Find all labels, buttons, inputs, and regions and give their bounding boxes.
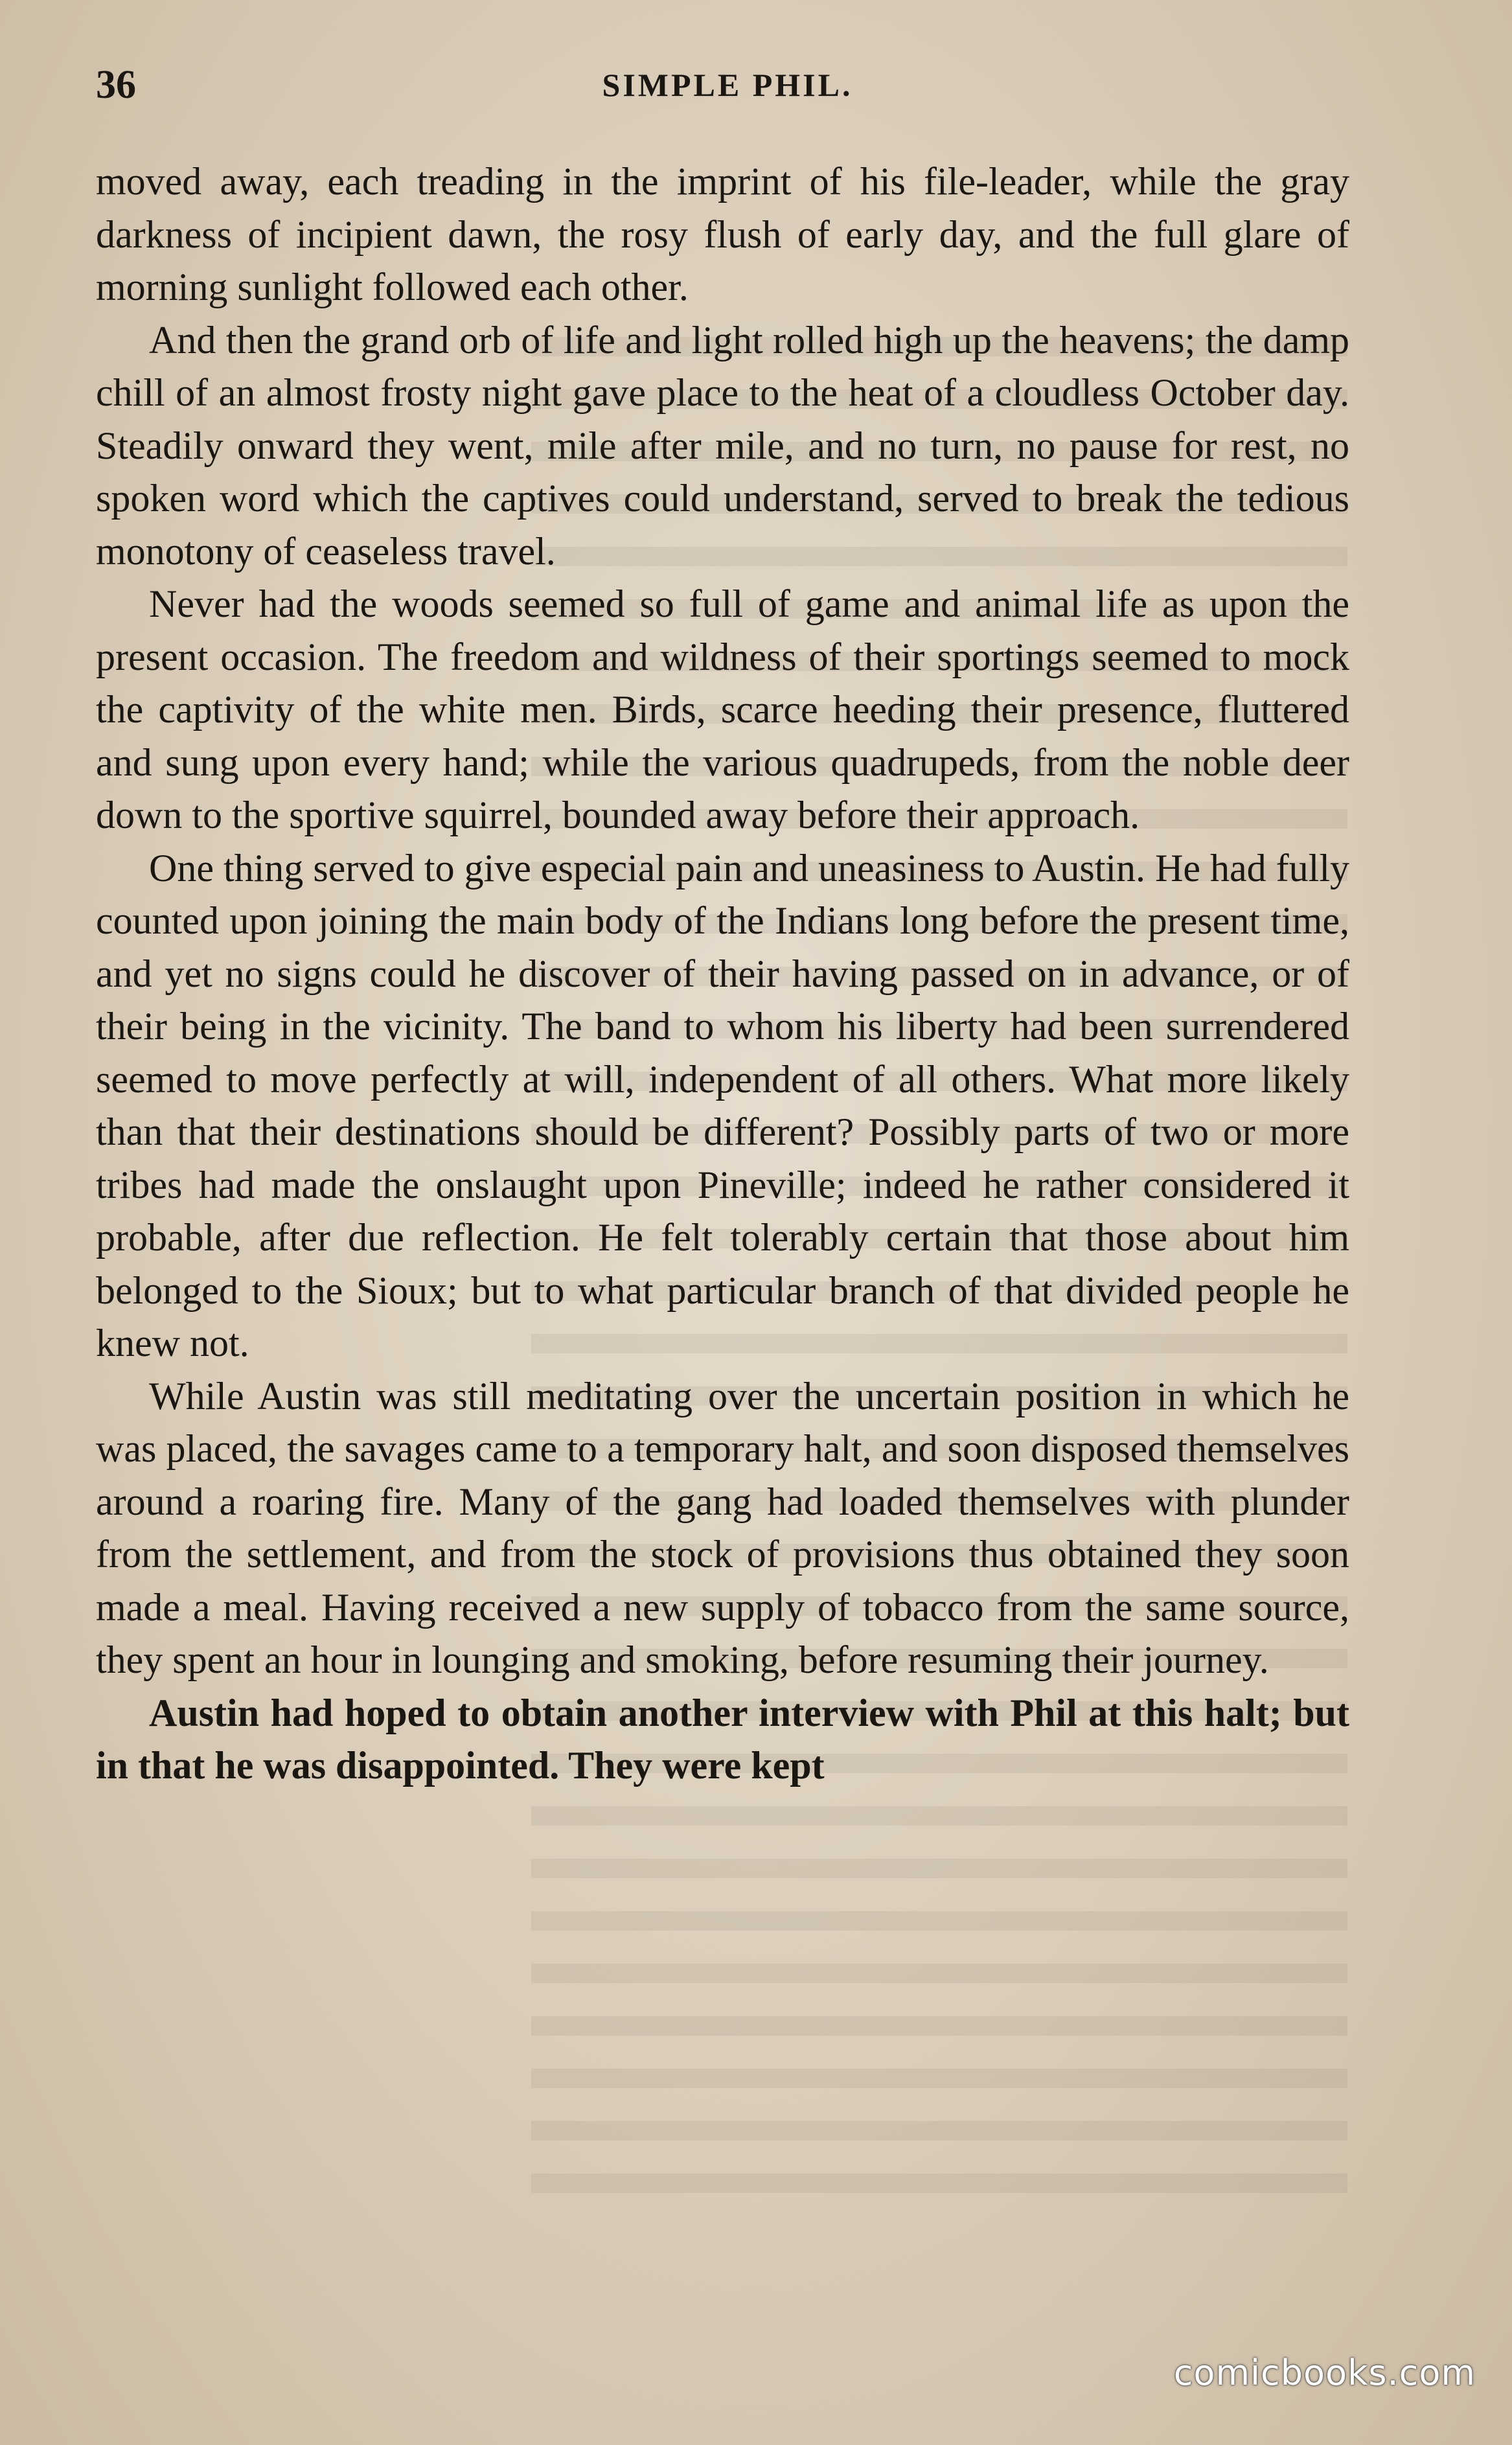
page-header — [96, 62, 1359, 121]
running-title: SIMPLE PHIL. — [602, 67, 853, 103]
body-text — [96, 155, 1349, 1793]
paragraph-4: One thing served to give especial pain and uneasiness to Austin. He had fully counted upon joining the main body of the Indians long before the present time, and yet no signs could he discover of their having passed on in advance, or of their being in the vicinity. The band to whom his liberty had been surrendered seemed to move perfectly at will, independent of all others. What more likely than that their destinations should be different? Possibly parts of two or more tribes had made the onslaught upon Pineville; indeed he rather considered it probable, after due reflection. He felt tolerably certain that those about him belonged to the Sioux; but to what particular branch of that divided people he knew not. — [96, 846, 1349, 1364]
watermark-text: comicbooks.com — [1173, 2352, 1476, 2393]
paragraph-6: Austin had hoped to obtain another interview with Phil at this halt; but in that he was disappointed. They were kept — [96, 1691, 1349, 1787]
page-number: 36 — [96, 63, 136, 107]
paragraph-2: And then the grand orb of life and light rolled high up the heavens; the damp chill of an almost frosty night gave place to the heat of a cloudless October day. Steadily onward they went, mile after mile, and no turn, no pause for rest, no spoken word which the captives could understand, served to break the tedious monotony of ceaseless travel. — [96, 318, 1349, 573]
paragraph-3: Never had the woods seemed so full of game and animal life as upon the present occasion. The freedom and wildness of their sportings seemed to mock the captivity of the white men. Birds, scarce heeding their presence, fluttered and sung upon every hand; while the various quadrupeds, from the noble deer down to the sportive squirrel, bounded away before their approach. — [96, 582, 1349, 836]
paragraph-1: moved away, each treading in the imprint of his file-leader, while the gray darkness of incipient dawn, the rosy flush of early day, and the full glare of morning sunlight followed each other. — [96, 160, 1349, 308]
paragraph-5: While Austin was still meditating over the uncertain position in which he was placed, the savages came to a temporary halt, and soon disposed themselves around a roaring fire. Many of the gang had loaded themselves with plunder from the settlement, and from the stock of provisions thus obtained they soon made a meal. Having received a new supply of tobacco from the same source, they spent an hour in lounging and smoking, before resuming their journey. — [96, 1374, 1349, 1681]
